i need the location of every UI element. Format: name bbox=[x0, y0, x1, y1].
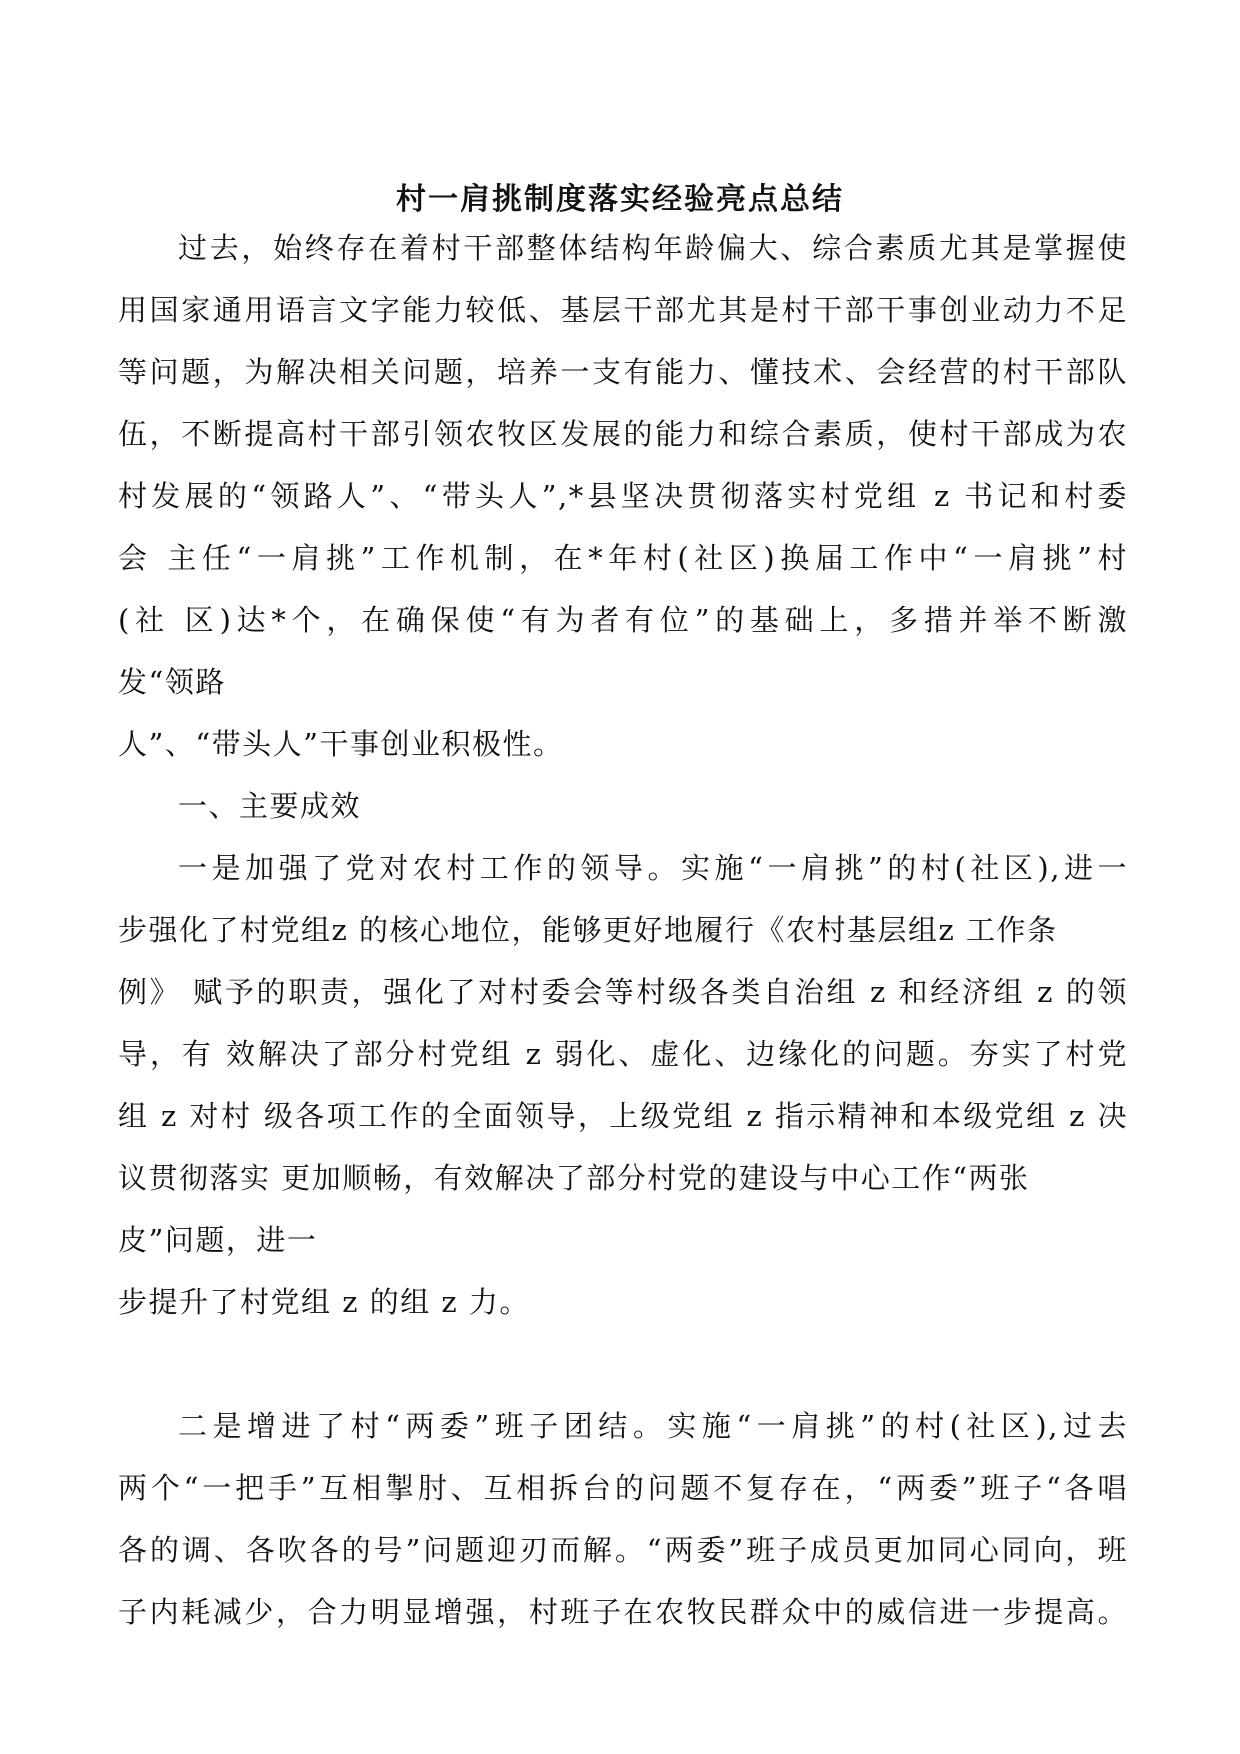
paragraph-line: 伍，不断提高村干部引领农牧区发展的能力和综合素质，使村干部成为农 bbox=[118, 417, 1128, 451]
paragraph-line: 二是增进了村“两委”班子团结。实施“一肩挑”的村(社区),过去 bbox=[178, 1409, 1128, 1443]
paragraph-line: 用国家通用语言文字能力较低、基层干部尤其是村干部干事创业动力不足 bbox=[118, 293, 1128, 327]
paragraph-line: 子内耗减少，合力明显增强，村班子在农牧民群众中的威信进一步提高。 bbox=[118, 1595, 1128, 1629]
paragraph-line: 步提升了村党组 z 的组 z 力。 bbox=[118, 1285, 530, 1319]
paragraph-line: 一是加强了党对农村工作的领导。实施“一肩挑”的村(社区),进一 bbox=[178, 851, 1128, 885]
paragraph-line: 两个“一把手”互相掣肘、互相拆台的问题不复存在，“两委”班子“各唱 bbox=[118, 1471, 1128, 1505]
paragraph-spacer bbox=[118, 1333, 1128, 1395]
paragraph-line: 等问题，为解决相关问题，培养一支有能力、懂技术、会经营的村干部队 bbox=[118, 355, 1128, 389]
paragraph-line: 皮”问题，进一 bbox=[118, 1223, 318, 1257]
paragraph-line: 步强化了村党组z 的核心地位，能够更好地履行《农村基层组z 工作条 bbox=[118, 913, 1058, 947]
paragraph-line: 例》 赋予的职责，强化了对村委会等村级各类自治组 z 和经济组 z 的领 bbox=[118, 975, 1128, 1009]
point-one-paragraph bbox=[118, 837, 1128, 1333]
document-body bbox=[118, 217, 1128, 1643]
paragraph-line: 议贯彻落实 更加顺畅，有效解决了部分村党的建设与中心工作“两张 bbox=[118, 1161, 1030, 1195]
section-heading-text: 一、主要成效 bbox=[178, 789, 362, 823]
paragraph-line: 过去，始终存在着村干部整体结构年龄偏大、综合素质尤其是掌握使 bbox=[178, 231, 1128, 265]
section-heading bbox=[118, 775, 1128, 837]
paragraph-line: 组 z 对村 级各项工作的全面领导，上级党组 z 指示精神和本级党组 z 决 bbox=[118, 1099, 1128, 1133]
document-title: 村一肩挑制度落实经验亮点总结 bbox=[396, 182, 844, 217]
point-two-paragraph bbox=[118, 1395, 1128, 1643]
paragraph-line: 人”、“带头人”干事创业积极性。 bbox=[118, 727, 564, 761]
intro-paragraph bbox=[118, 217, 1128, 775]
paragraph-line: 导，有 效解决了部分村党组 z 弱化、虚化、边缘化的问题。夯实了村党 bbox=[118, 1037, 1128, 1071]
paragraph-line: (社 区)达*个，在确保使“有为者有位”的基础上，多措并举不断激 bbox=[118, 603, 1128, 637]
paragraph-line: 村发展的“领路人”、“带头人”,*县坚决贯彻落实村党组 z 书记和村委 bbox=[118, 479, 1128, 513]
paragraph-line: 各的调、各吹各的号”问题迎刃而解。“两委”班子成员更加同心同向，班 bbox=[118, 1533, 1128, 1567]
paragraph-line: 会 主任“一肩挑”工作机制，在*年村(社区)换届工作中“一肩挑”村 bbox=[118, 541, 1128, 575]
paragraph-line: 发“领路 bbox=[118, 665, 226, 699]
